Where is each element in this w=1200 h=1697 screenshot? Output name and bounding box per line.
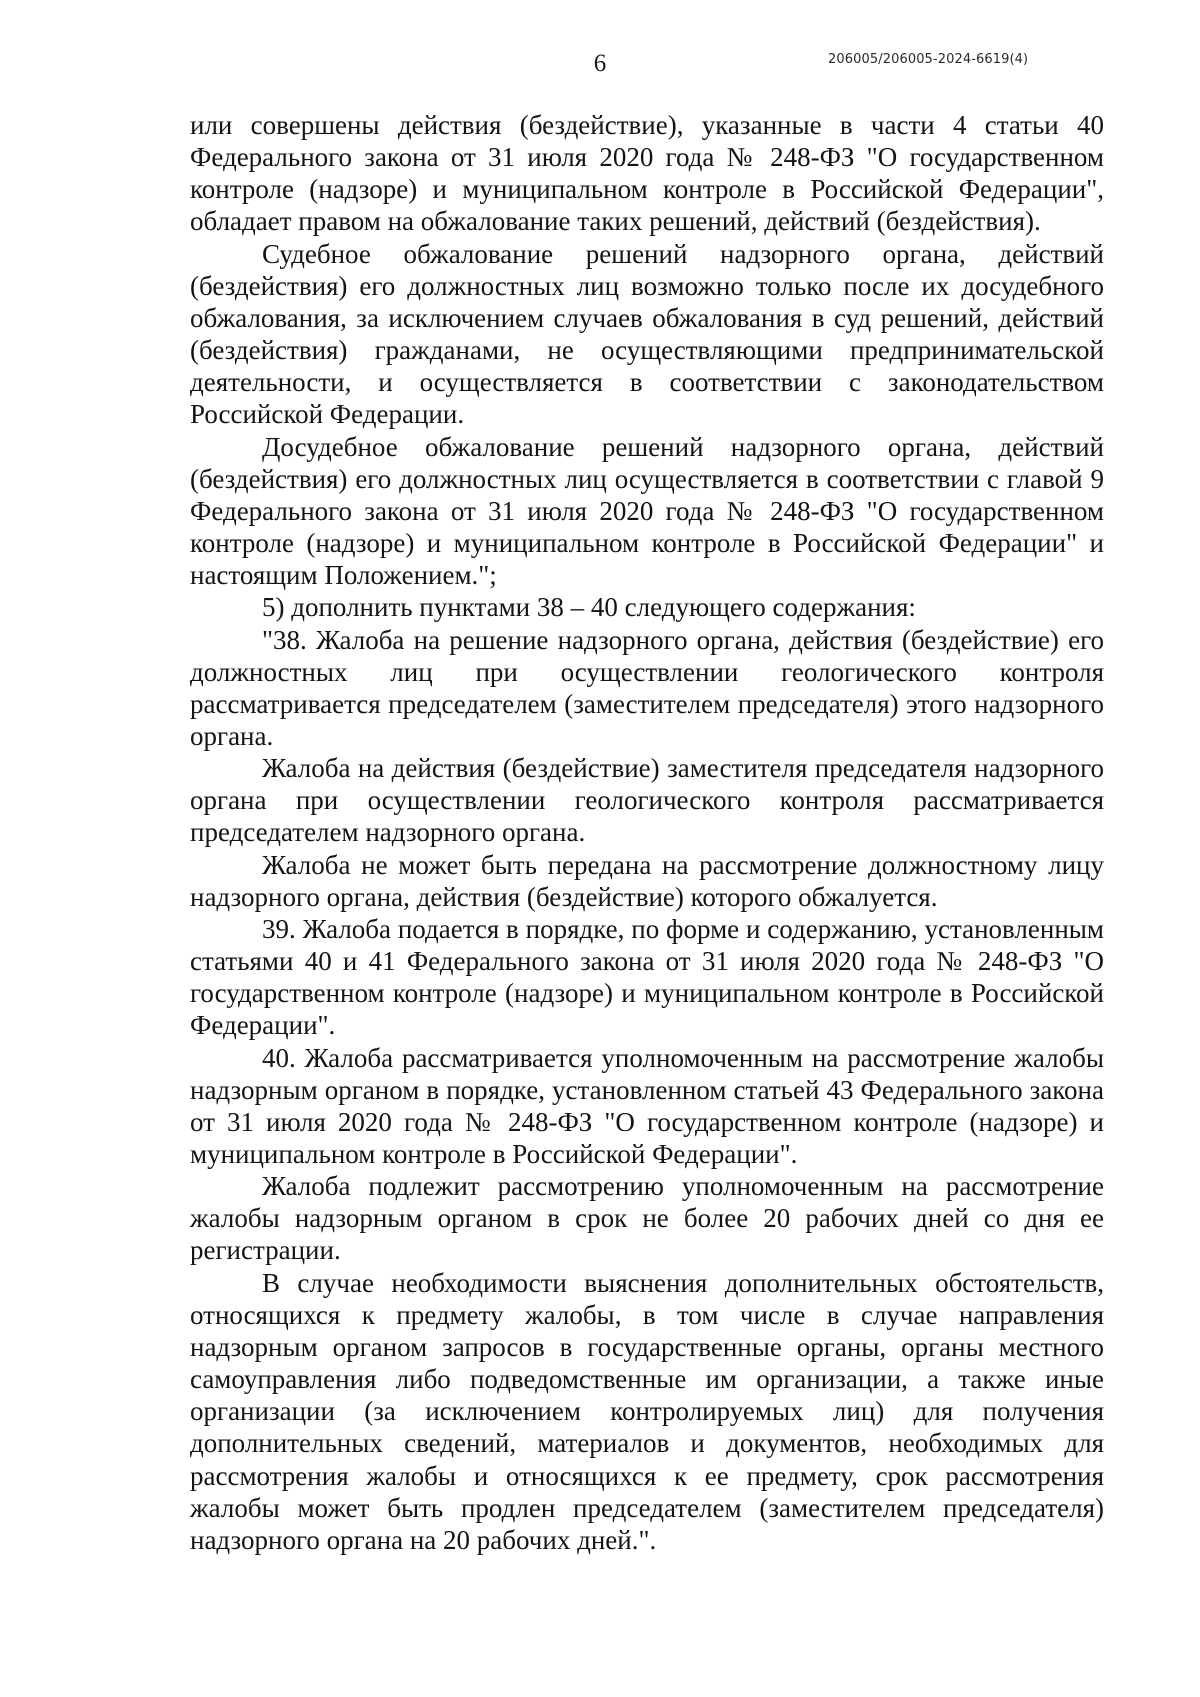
paragraph-amendment-5: 5) дополнить пунктами 38 – 40 следующего содержания: — [262, 592, 916, 623]
document-number: 206005/206005-2024-6619(4) — [828, 52, 1029, 67]
document-body — [190, 109, 1104, 1556]
paragraph-item-38: "38. Жалоба на решение надзорного органа, действия (бездействие) его должностных лиц при осуществлении геологического контроля рассматривается председателем (заместителем председателя) этого надзорного органа. — [190, 624, 1104, 751]
paragraph-item-38-restriction: Жалоба не может быть передана на рассмотрение должностному лицу надзорного органа, действия (бездействие) которого обжалуется. — [190, 849, 1104, 912]
paragraph-item-38-deputy: Жалоба на действия (бездействие) заместителя председателя надзорного органа при осуществлении геологического контроля рассматривается председателем надзорного органа. — [190, 753, 1104, 848]
paragraph-item-39: 39. Жалоба подается в порядке, по форме и содержанию, установленным статьями 40 и 41 Федерального закона от 31 июля 2020 года № 248-ФЗ "О государственном контроле (надзоре) и муниципальном контроле в Российской Федерации". — [190, 913, 1104, 1041]
paragraph-item-40: 40. Жалоба рассматривается уполномоченным на рассмотрение жалобы надзорным органом в порядке, установленном статьей 43 Федерального закона от 31 июля 2020 года № 248-ФЗ "О государственном контроле (надзоре) и муниципальном контроле в Российской Федерации". — [190, 1042, 1104, 1169]
paragraph-item-40-deadline: Жалоба подлежит рассмотрению уполномоченным на рассмотрение жалобы надзорным органом в срок не более 20 рабочих дней со дня ее регистрации. — [190, 1171, 1104, 1266]
paragraph-judicial-appeal: Судебное обжалование решений надзорного органа, действий (бездействия) его должностных лиц возможно только после их досудебного обжалования, за исключением случаев обжалования в суд решений, действий (бездействия) гражданами, не осуществляющими предпринимательской деятельности, и осуществляется в соответствии с законодательством Российской Федерации. — [190, 238, 1104, 430]
paragraph-pretrial-appeal: Досудебное обжалование решений надзорного органа, действий (бездействия) его должностных лиц осуществляется в соответствии с главой 9 Федерального закона от 31 июля 2020 года № 248-ФЗ "О государственном контроле (надзоре) и муниципальном контроле в Российской Федерации" и настоящим Положением."; — [190, 431, 1104, 591]
paragraph-continuation: или совершены действия (бездействие), указанные в части 4 статьи 40 Федерального закона от 31 июля 2020 года № 248-ФЗ "О государственном контроле (надзоре) и муниципальном контроле в Российской Федерации", обладает правом на обжалование таких решений, действий (бездействия). — [190, 110, 1104, 237]
paragraph-item-40-extension: В случае необходимости выяснения дополнительных обстоятельств, относящихся к предмету жалобы, в том числе в случае направления надзорным органом запросов в государственные органы, органы местного самоуправления либо подведомственные им организации, а также иные организации (за исключением контролируемых лиц) для получения дополнительных сведений, материалов и документов, необходимых для рассмотрения жалобы и относящихся к ее предмету, срок рассмотрения жалобы может быть продлен председателем (заместителем председателя) надзорного органа на 20 рабочих дней.". — [190, 1267, 1104, 1555]
page-number: 6 — [593, 50, 607, 77]
